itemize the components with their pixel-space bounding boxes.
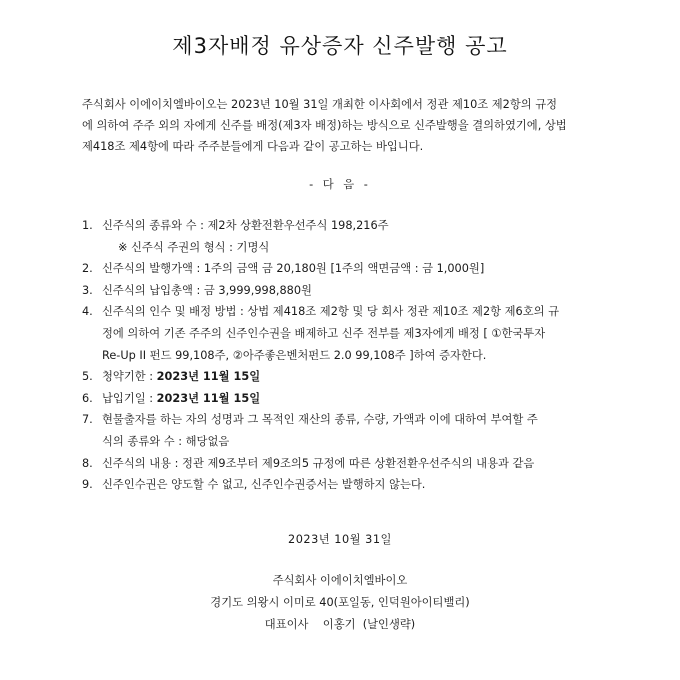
item-text: 정에 의하여 기존 주주의 신주인수권을 배제하고 신주 전부를 제3자에게 배정 [ ①한국투자 — [102, 326, 546, 340]
item-text: Re-Up II 펀드 99,108주, ②아주좋은벤처펀드 2.0 99,108주 ]하여 증자한다. — [102, 348, 487, 362]
item-text: 신주인수권은 양도할 수 없고, 신주인수권증서는 발행하지 않는다. — [102, 478, 426, 492]
item-text: 식의 종류와 수 : 해당없음 — [102, 434, 230, 448]
item-number: 5. — [82, 370, 93, 384]
subscription-deadline: 2023년 11월 15일 — [156, 370, 261, 384]
list-item — [82, 280, 602, 302]
list-item — [82, 409, 602, 452]
item-text: 신주식의 인수 및 배정 방법 : 상법 제418조 제2항 및 당 회사 정관 제10조 제2항 제6호의 규 — [102, 305, 560, 319]
item-label: 청약기한 : — [102, 370, 157, 384]
intro-line: 에 의하여 주주 외의 자에게 신주를 배정(제3자 배정)하는 방식으로 신주발행을 결의하였기에, 상법 — [82, 119, 567, 132]
list-item — [82, 301, 602, 366]
list-item — [82, 258, 602, 280]
item-number: 8. — [82, 456, 93, 470]
list-item — [82, 388, 602, 410]
intro-paragraph — [82, 94, 602, 157]
item-subnote: ※ 신주식 주권의 형식 : 기명식 — [118, 240, 270, 254]
list-item — [82, 215, 602, 237]
item-text: 신주식의 납입총액 : 금 3,999,998,880원 — [102, 283, 312, 297]
notice-title: 제3자배정 유상증자 신주발행 공고 — [172, 34, 508, 58]
item-text: 신주식의 내용 : 정관 제9조부터 제9조의5 규정에 따른 상환전환우선주식의 내용과 같음 — [102, 456, 535, 470]
item-number: 9. — [82, 478, 93, 492]
section-divider-heading: - 다 음 - — [309, 178, 371, 191]
payment-date: 2023년 11월 15일 — [156, 391, 261, 405]
issuer-block — [0, 570, 680, 636]
intro-line: 제418조 제4항에 따라 주주분들에게 다음과 같이 공고하는 바입니다. — [82, 140, 424, 153]
item-number: 6. — [82, 391, 93, 405]
company-address: 경기도 의왕시 이미로 40(포일동, 인덕원아이티밸리) — [210, 596, 470, 609]
item-text: 신주식의 발행가액 : 1주의 금액 금 20,180원 [1주의 액면금액 : 금 1,000원] — [102, 262, 485, 276]
item-text: 신주식의 종류와 수 : 제2차 상환전환우선주식 198,216주 — [102, 219, 389, 232]
notice-items-list — [82, 215, 602, 496]
item-number: 4. — [82, 305, 93, 319]
list-item — [82, 453, 602, 475]
item-label: 납입기일 : — [102, 391, 157, 405]
list-item — [82, 366, 602, 388]
item-number: 2. — [82, 262, 93, 276]
item-text: 현물출자를 하는 자의 성명과 그 목적인 재산의 종류, 수량, 가액과 이에 대하여 부여할 주 — [102, 413, 538, 427]
company-name: 주식회사 이에이치엘바이오 — [272, 574, 408, 587]
notice-date: 2023년 10월 31일 — [288, 533, 392, 546]
item-number: 7. — [82, 413, 93, 427]
item-number: 1. — [82, 219, 93, 232]
representative: 대표이사 이홍기 (날인생략) — [264, 618, 416, 631]
intro-line: 주식회사 이에이치엘바이오는 2023년 10월 31일 개최한 이사회에서 정관 제10조 제2항의 규정 — [82, 98, 558, 111]
list-item — [82, 474, 602, 496]
item-number: 3. — [82, 283, 93, 297]
